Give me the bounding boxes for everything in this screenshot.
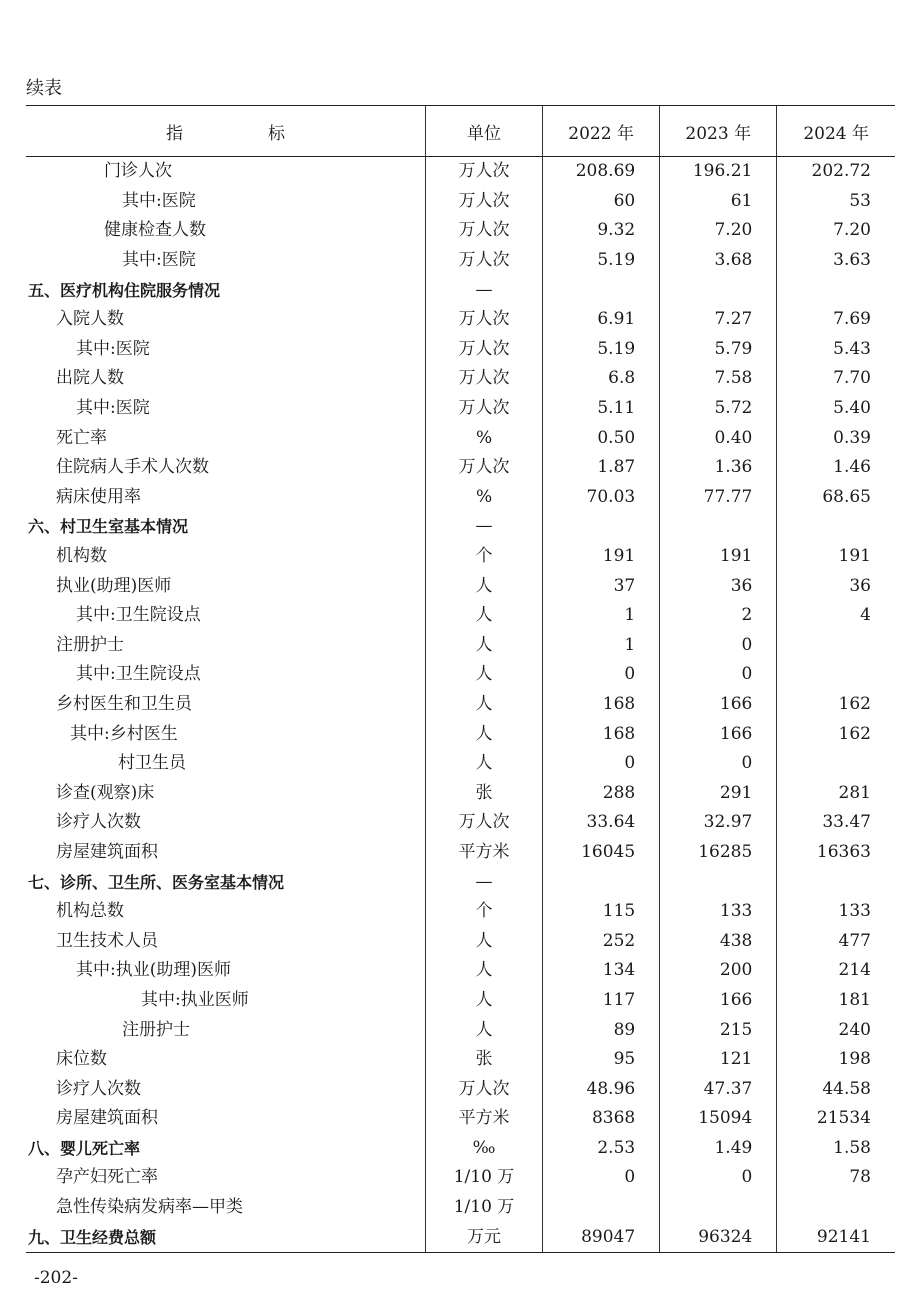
row-indicator-cell: 床位数 [56,1049,107,1070]
row-value-2023 [660,867,777,897]
row-unit-cell: 人 [425,719,542,749]
row-value-2022 [543,275,660,305]
row-unit-cell: 平方米 [425,1104,542,1134]
row-indicator-cell: 其中:执业(助理)医师 [76,960,231,981]
table-row [26,719,895,749]
row-value-2022: 0.50 [543,423,660,453]
row-value-2022: 1 [543,601,660,631]
row-value-2022: 5.11 [543,394,660,424]
row-value-2022: 95 [543,1045,660,1075]
row-unit-cell: 人 [425,690,542,720]
row-value-2024: 36 [777,571,895,601]
row-value-2024: 7.69 [777,305,895,335]
row-indicator-cell: 出院人数 [56,368,124,389]
table-row [26,897,895,927]
row-value-2022: 5.19 [543,246,660,276]
table-row [26,483,895,513]
table-row [26,216,895,246]
row-value-2022: 191 [543,542,660,572]
table-row [26,1045,895,1075]
row-value-2022: 6.91 [543,305,660,335]
table-row [26,956,895,986]
row-indicator-cell: 病床使用率 [56,486,141,507]
table-row [26,275,895,305]
row-value-2023: 5.79 [660,335,777,365]
statistics-table [26,105,895,1253]
row-unit-cell: 平方米 [425,838,542,868]
row-indicator-cell: 六、村卫生室基本情况 [28,517,189,537]
row-unit-cell: 万人次 [425,157,542,187]
row-value-2023 [660,275,777,305]
row-indicator-cell: 其中:医院 [76,338,150,359]
row-value-2022: 168 [543,719,660,749]
table-row [26,1015,895,1045]
row-indicator-cell: 其中:乡村医生 [70,723,178,744]
row-value-2024: 477 [777,926,895,956]
column-header-2023: 2023 年 [660,106,777,157]
row-value-2023: 96324 [660,1222,777,1252]
table-row [26,1222,895,1252]
table-row [26,364,895,394]
table-row [26,926,895,956]
row-value-2022 [543,867,660,897]
table-row [26,808,895,838]
row-value-2024: 7.20 [777,216,895,246]
row-value-2023: 200 [660,956,777,986]
table-row [26,660,895,690]
column-header-unit: 单位 [425,106,542,157]
row-value-2023: 7.58 [660,364,777,394]
table-row [26,187,895,217]
row-unit-cell: 个 [425,897,542,927]
row-value-2023: 15094 [660,1104,777,1134]
table-header [26,106,895,157]
row-value-2023: 2 [660,601,777,631]
row-value-2023: 0 [660,660,777,690]
row-value-2024: 1.46 [777,453,895,483]
table-body [26,157,895,1253]
row-value-2022: 8368 [543,1104,660,1134]
row-value-2022: 2.53 [543,1134,660,1164]
row-value-2023: 0.40 [660,423,777,453]
row-unit-cell: 人 [425,926,542,956]
row-value-2024: 92141 [777,1222,895,1252]
row-value-2024 [777,867,895,897]
row-value-2023: 291 [660,778,777,808]
row-value-2024: 4 [777,601,895,631]
row-value-2023: 166 [660,719,777,749]
row-value-2022: 288 [543,778,660,808]
row-unit-cell: — [425,512,542,542]
row-value-2023: 438 [660,926,777,956]
row-unit-cell: 万人次 [425,364,542,394]
row-value-2024: 78 [777,1163,895,1193]
row-value-2023: 3.68 [660,246,777,276]
row-unit-cell: 万人次 [425,246,542,276]
row-value-2022: 60 [543,187,660,217]
table-row [26,394,895,424]
row-indicator-cell: 住院病人手术人次数 [56,457,209,478]
row-value-2022: 0 [543,660,660,690]
row-indicator-cell: 村卫生员 [118,753,186,774]
row-indicator-cell: 其中:医院 [122,190,196,211]
row-value-2024: 5.43 [777,335,895,365]
table-row [26,157,895,187]
row-unit-cell: 人 [425,1015,542,1045]
row-value-2024: 202.72 [777,157,895,187]
table-row [26,512,895,542]
row-value-2023: 215 [660,1015,777,1045]
row-indicator-cell: 房屋建筑面积 [56,841,158,862]
table-row [26,631,895,661]
row-indicator-cell: 其中:医院 [76,398,150,419]
row-unit-cell: 万人次 [425,1074,542,1104]
row-indicator-cell: 诊疗人次数 [56,1078,141,1099]
row-value-2023: 121 [660,1045,777,1075]
row-indicator-cell: 注册护士 [122,1019,190,1040]
row-unit-cell: 人 [425,571,542,601]
row-value-2024 [777,660,895,690]
row-value-2023: 0 [660,749,777,779]
row-value-2023: 36 [660,571,777,601]
row-unit-cell: 张 [425,778,542,808]
row-value-2023: 77.77 [660,483,777,513]
row-unit-cell: 万人次 [425,187,542,217]
table-row [26,246,895,276]
row-unit-cell: 万人次 [425,216,542,246]
table-row [26,867,895,897]
table-row [26,749,895,779]
row-indicator-cell: 注册护士 [56,634,124,655]
row-value-2022: 70.03 [543,483,660,513]
row-value-2022: 6.8 [543,364,660,394]
row-unit-cell: 人 [425,986,542,1016]
row-indicator-cell: 诊查(观察)床 [56,782,155,803]
row-value-2023: 47.37 [660,1074,777,1104]
row-value-2024 [777,1193,895,1223]
row-value-2022: 89047 [543,1222,660,1252]
row-value-2022: 117 [543,986,660,1016]
page-number: -202- [34,1268,78,1288]
row-indicator-cell: 卫生技术人员 [56,930,158,951]
row-unit-cell: 万人次 [425,808,542,838]
row-value-2022: 134 [543,956,660,986]
row-value-2023 [660,1193,777,1223]
row-value-2024: 240 [777,1015,895,1045]
row-value-2024: 21534 [777,1104,895,1134]
column-header-2024: 2024 年 [777,106,895,157]
row-value-2022: 1 [543,631,660,661]
table-row [26,335,895,365]
row-value-2022: 37 [543,571,660,601]
row-value-2023: 0 [660,1163,777,1193]
row-value-2023: 191 [660,542,777,572]
row-unit-cell: % [425,423,542,453]
table-row [26,542,895,572]
row-unit-cell: 个 [425,542,542,572]
row-indicator-cell: 孕产妇死亡率 [56,1167,158,1188]
row-value-2023: 16285 [660,838,777,868]
row-unit-cell: 万人次 [425,394,542,424]
row-value-2023: 133 [660,897,777,927]
row-value-2023: 7.27 [660,305,777,335]
row-value-2022: 0 [543,1163,660,1193]
row-value-2024: 5.40 [777,394,895,424]
row-unit-cell: ‰ [425,1134,542,1164]
row-indicator-cell: 死亡率 [56,427,107,448]
row-value-2024: 181 [777,986,895,1016]
row-value-2024: 44.58 [777,1074,895,1104]
row-value-2022 [543,1193,660,1223]
row-value-2024: 198 [777,1045,895,1075]
row-indicator-cell: 乡村医生和卫生员 [56,693,192,714]
table-row [26,571,895,601]
row-value-2022: 48.96 [543,1074,660,1104]
table-row [26,601,895,631]
row-value-2024: 0.39 [777,423,895,453]
row-value-2022: 5.19 [543,335,660,365]
row-indicator-cell: 机构数 [56,546,107,567]
row-indicator-cell: 门诊人次 [104,161,172,182]
row-value-2023: 196.21 [660,157,777,187]
row-unit-cell: 人 [425,660,542,690]
row-value-2024: 162 [777,719,895,749]
table-row [26,305,895,335]
row-value-2024 [777,275,895,305]
row-value-2022: 115 [543,897,660,927]
row-unit-cell: — [425,275,542,305]
row-indicator-cell: 九、卫生经费总额 [26,1222,425,1252]
row-indicator-cell: 入院人数 [56,309,124,330]
row-value-2024 [777,631,895,661]
table-row [26,778,895,808]
row-value-2024: 7.70 [777,364,895,394]
row-value-2024: 3.63 [777,246,895,276]
row-indicator-cell: 房屋建筑面积 [56,1108,158,1129]
row-unit-cell: 万人次 [425,335,542,365]
row-indicator-cell: 其中:卫生院设点 [76,605,201,626]
row-unit-cell: 1/10 万 [425,1163,542,1193]
row-value-2023 [660,512,777,542]
row-value-2024: 33.47 [777,808,895,838]
row-value-2024: 133 [777,897,895,927]
row-unit-cell: 人 [425,601,542,631]
row-unit-cell: 人 [425,956,542,986]
table-row [26,1193,895,1223]
row-value-2023: 32.97 [660,808,777,838]
row-indicator-cell: 五、医疗机构住院服务情况 [28,280,221,300]
row-value-2024: 281 [777,778,895,808]
row-unit-cell: — [425,867,542,897]
table-row [26,423,895,453]
row-indicator-cell: 其中:执业医师 [141,989,249,1010]
row-value-2022 [543,512,660,542]
row-value-2023: 1.49 [660,1134,777,1164]
row-unit-cell: 1/10 万 [425,1193,542,1223]
row-value-2022: 252 [543,926,660,956]
row-indicator-cell: 健康检查人数 [104,220,206,241]
continuation-label: 续表 [26,78,62,99]
row-unit-cell: 张 [425,1045,542,1075]
row-indicator-cell: 七、诊所、卫生所、医务室基本情况 [28,872,285,892]
row-value-2022: 9.32 [543,216,660,246]
row-unit-cell: 万元 [425,1222,542,1252]
row-value-2022: 33.64 [543,808,660,838]
row-value-2023: 7.20 [660,216,777,246]
row-unit-cell: 万人次 [425,453,542,483]
row-value-2023: 5.72 [660,394,777,424]
row-value-2023: 166 [660,986,777,1016]
row-value-2024: 214 [777,956,895,986]
row-value-2023: 61 [660,187,777,217]
row-value-2024: 16363 [777,838,895,868]
table-row [26,838,895,868]
row-value-2024 [777,512,895,542]
row-value-2024 [777,749,895,779]
row-value-2024: 1.58 [777,1134,895,1164]
row-value-2024: 53 [777,187,895,217]
row-indicator-cell: 八、婴儿死亡率 [28,1138,141,1158]
row-unit-cell: 万人次 [425,305,542,335]
row-unit-cell: 人 [425,749,542,779]
row-value-2024: 162 [777,690,895,720]
table-row [26,1074,895,1104]
row-indicator-cell: 其中:医院 [122,250,196,271]
table-row [26,1134,895,1164]
row-value-2022: 168 [543,690,660,720]
column-header-2022: 2022 年 [543,106,660,157]
row-indicator-cell: 其中:卫生院设点 [76,664,201,685]
row-value-2023: 0 [660,631,777,661]
row-value-2024: 68.65 [777,483,895,513]
row-value-2022: 0 [543,749,660,779]
row-value-2022: 208.69 [543,157,660,187]
table-row [26,986,895,1016]
row-value-2022: 89 [543,1015,660,1045]
row-value-2022: 1.87 [543,453,660,483]
table-row [26,1104,895,1134]
row-value-2022: 16045 [543,838,660,868]
row-value-2024: 191 [777,542,895,572]
row-unit-cell: 人 [425,631,542,661]
row-indicator-cell: 急性传染病发病率—甲类 [56,1197,243,1218]
table-row [26,690,895,720]
column-header-indicator: 指 标 [26,106,425,157]
table-row [26,453,895,483]
row-indicator-cell: 执业(助理)医师 [56,575,172,596]
row-value-2023: 1.36 [660,453,777,483]
row-value-2023: 166 [660,690,777,720]
row-indicator-cell: 诊疗人次数 [56,812,141,833]
row-unit-cell: % [425,483,542,513]
row-indicator-cell: 机构总数 [56,901,124,922]
table-row [26,1163,895,1193]
